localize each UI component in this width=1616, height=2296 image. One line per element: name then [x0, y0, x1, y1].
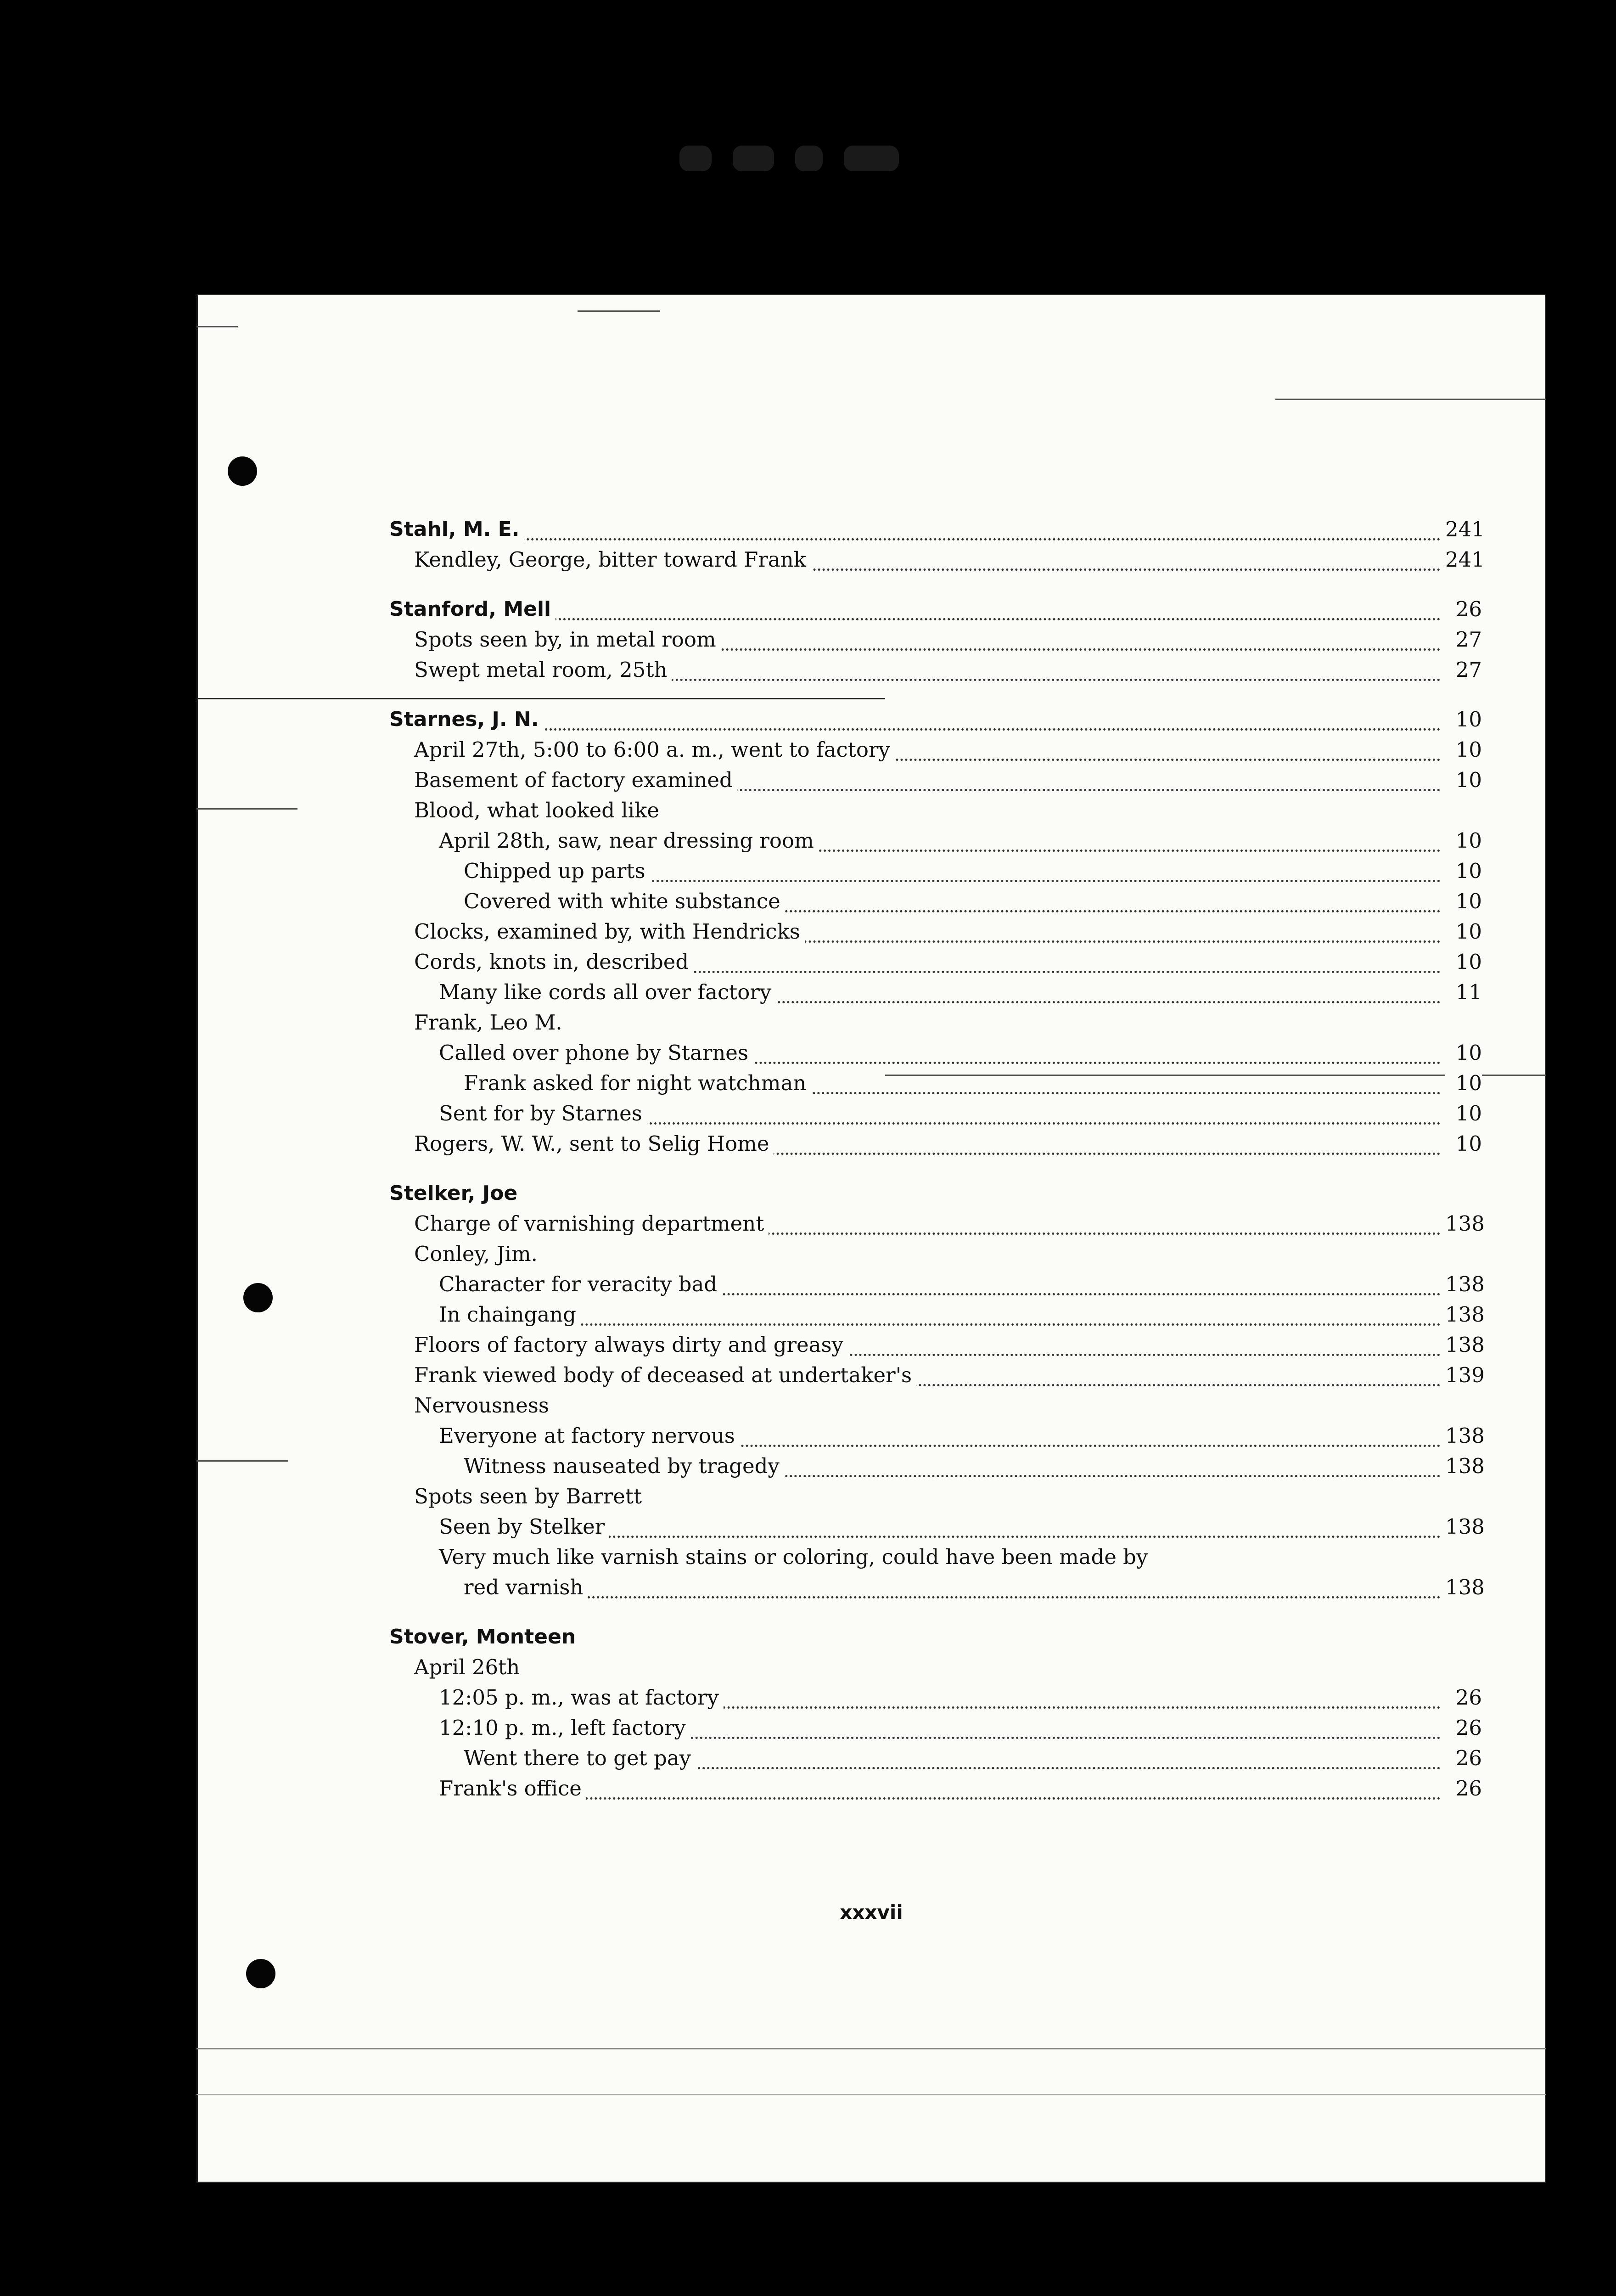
- entry-label: Chipped up parts: [464, 856, 650, 886]
- scan-artifact: [196, 2048, 1546, 2049]
- binder-hole: [246, 1959, 275, 1988]
- index-entry: [389, 1572, 1485, 1603]
- entry-page-number: 138: [1445, 1512, 1482, 1542]
- index-entry: [389, 1773, 1482, 1804]
- index-entry: [389, 765, 1482, 795]
- entry-label: Basement of factory examined: [414, 765, 737, 795]
- entry-page-number: 10: [1445, 1129, 1482, 1159]
- index-entry: [389, 1209, 1485, 1239]
- entry-label: Stahl, M. E.: [389, 514, 524, 545]
- entry-page-number: 26: [1445, 1683, 1482, 1713]
- entry-label: Nervousness: [414, 1390, 554, 1421]
- entry-label: Stelker, Joe: [389, 1178, 522, 1209]
- entry-label: red varnish: [464, 1572, 588, 1603]
- entry-label: Covered with white substance: [464, 886, 785, 917]
- entry-page-number: 138: [1445, 1572, 1482, 1603]
- binder-hole: [243, 1283, 273, 1312]
- entry-label: Blood, what looked like: [414, 795, 664, 826]
- entry-label: Sent for by Starnes: [439, 1098, 647, 1129]
- entry-page-number: 138: [1445, 1421, 1482, 1451]
- entry-label: April 28th, saw, near dressing room: [439, 826, 819, 856]
- entry-page-number: 139: [1445, 1360, 1482, 1390]
- entry-page-number: 10: [1445, 1098, 1482, 1129]
- entry-label: Very much like varnish stains or coloring, could have been made by: [439, 1542, 1152, 1572]
- entry-page-number: 138: [1445, 1209, 1482, 1239]
- index-entry: [389, 655, 1482, 685]
- entry-page-number: 10: [1445, 765, 1482, 795]
- index-entry: [389, 977, 1482, 1007]
- entry-label: Frank asked for night watchman: [464, 1068, 811, 1098]
- entry-page-number: 138: [1445, 1269, 1482, 1300]
- entry-label: 12:05 p. m., was at factory: [439, 1683, 724, 1713]
- entry-label: Spots seen by Barrett: [414, 1481, 646, 1512]
- entry-label: Charge of varnishing department: [414, 1209, 769, 1239]
- entry-label: Character for veracity bad: [439, 1269, 722, 1300]
- document-page: [196, 294, 1546, 2183]
- entry-label: Swept metal room, 25th: [414, 655, 672, 685]
- entry-label: April 27th, 5:00 to 6:00 a. m., went to factory: [414, 735, 895, 765]
- entry-page-number: 10: [1445, 1038, 1482, 1068]
- entry-label: Rogers, W. W., sent to Selig Home: [414, 1129, 774, 1159]
- entry-label: Witness nauseated by tragedy: [464, 1451, 784, 1481]
- entry-page-number: 10: [1445, 826, 1482, 856]
- entry-page-number: 10: [1445, 1068, 1482, 1098]
- entry-label: Frank's office: [439, 1773, 586, 1804]
- entry-page-number: 138: [1445, 1330, 1482, 1360]
- entry-label: Floors of factory always dirty and greasy: [414, 1330, 848, 1360]
- page-folio: xxxvii: [840, 1901, 903, 1924]
- entry-page-number: 10: [1445, 917, 1482, 947]
- entry-page-number: 26: [1445, 1713, 1482, 1743]
- entry-page-number: 27: [1445, 655, 1482, 685]
- entry-label: Frank, Leo M.: [414, 1007, 567, 1038]
- entry-page-number: 241: [1445, 545, 1482, 575]
- entry-page-number: 10: [1445, 947, 1482, 977]
- dot-leader: [417, 588, 1441, 620]
- index-entry: [389, 1129, 1482, 1159]
- entry-label: Everyone at factory nervous: [439, 1421, 740, 1451]
- entry-label: Many like cords all over factory: [439, 977, 776, 1007]
- entry-page-number: 10: [1445, 704, 1482, 735]
- entry-label: Starnes, J. N.: [389, 704, 543, 735]
- entry-page-number: 11: [1445, 977, 1482, 1007]
- scan-artifact: [196, 808, 297, 810]
- entry-label: Called over phone by Starnes: [439, 1038, 753, 1068]
- entry-page-number: 27: [1445, 625, 1482, 655]
- entry-label: Conley, Jim.: [414, 1239, 542, 1269]
- entry-label: Frank viewed body of deceased at undertaker's: [414, 1360, 916, 1390]
- entry-page-number: 138: [1445, 1300, 1482, 1330]
- entry-page-number: 10: [1445, 886, 1482, 917]
- entry-page-number: 10: [1445, 735, 1482, 765]
- entry-label: 12:10 p. m., left factory: [439, 1713, 690, 1743]
- entry-page-number: 138: [1445, 1451, 1482, 1481]
- scan-artifact: [196, 2094, 1546, 2095]
- index-heading: [389, 1622, 1482, 1652]
- scan-artifact: [196, 326, 238, 327]
- entry-label: April 26th: [414, 1652, 524, 1683]
- dot-leader: [417, 508, 1441, 540]
- entry-page-number: 10: [1445, 856, 1482, 886]
- index-entry: [389, 1451, 1485, 1481]
- index-entry: [389, 1512, 1485, 1542]
- entry-label: Cords, knots in, described: [414, 947, 693, 977]
- entry-label: Kendley, George, bitter toward Frank: [414, 545, 811, 575]
- entry-label: Seen by Stelker: [439, 1512, 609, 1542]
- index-entry: [389, 1360, 1485, 1390]
- scan-artifact: [196, 1460, 288, 1462]
- dot-leader: [417, 698, 1441, 731]
- entry-label: Stover, Monteen: [389, 1622, 580, 1652]
- entry-label: Clocks, examined by, with Hendricks: [414, 917, 805, 947]
- entry-label: Went there to get pay: [464, 1743, 696, 1773]
- entry-page-number: 241: [1445, 514, 1482, 545]
- entry-page-number: 26: [1445, 1773, 1482, 1804]
- entry-page-number: 26: [1445, 1743, 1482, 1773]
- scan-artifact: [1275, 399, 1546, 400]
- scan-artifact: [578, 310, 660, 312]
- entry-label: Stanford, Mell: [389, 594, 556, 625]
- binder-hole: [228, 456, 257, 486]
- entry-page-number: 26: [1445, 594, 1482, 625]
- entry-label: In chaingang: [439, 1300, 581, 1330]
- header-smudge: [679, 138, 973, 179]
- entry-label: Spots seen by, in metal room: [414, 625, 721, 655]
- index-entry: [389, 545, 1485, 575]
- index-list: [389, 514, 1485, 1804]
